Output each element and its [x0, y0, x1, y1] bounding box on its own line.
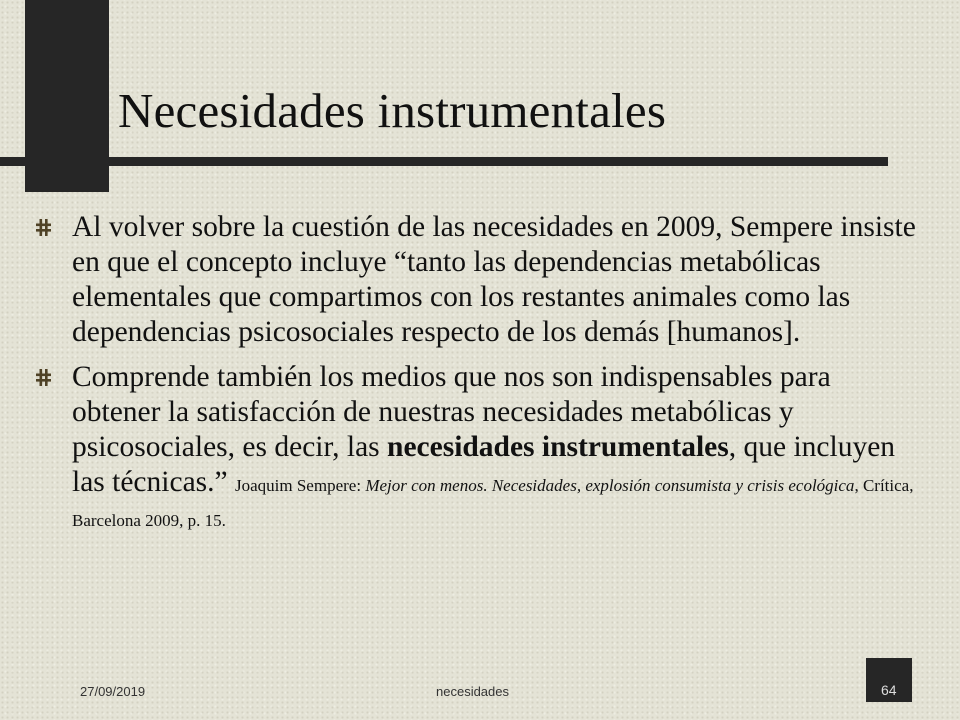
footer-center-text: necesidades [436, 684, 509, 699]
citation-details: , Crítica, Barcelona 2009, p. 15. [72, 476, 914, 530]
citation-book-title: Mejor con menos. Necesidades, explosión consumista y crisis ecológica [365, 476, 855, 495]
bullet-item-1 [36, 210, 916, 350]
bullet-item-2 [36, 360, 916, 535]
page-number: 64 [881, 682, 897, 698]
slide-body [36, 210, 916, 545]
bullet-emphasis: necesidades instrumentales [387, 431, 729, 463]
decorative-horizontal-bar [0, 157, 888, 166]
hash-bullet-icon [36, 219, 51, 236]
page-number-box [866, 658, 912, 702]
hash-bullet-icon [36, 369, 51, 386]
bullet-text-2-before: Comprende también los medios que nos son indispensables para obtener la satisfacción de nuestras necesidades metabólicas y psicosociales, es decir, las [72, 361, 831, 463]
bullet-text-1: Al volver sobre la cuestión de las necesidades en 2009, Sempere insiste en que el concepto incluye “tanto las dependencias metabólicas elementales que compartimos con los restantes animales como las dependencias psicosociales respecto de los demás [humanos]. [72, 211, 916, 348]
citation-author: Joaquim Sempere: [235, 476, 366, 495]
bullet-text-2-after: , que incluyen las técnicas.” [72, 431, 896, 498]
slide-title: Necesidades instrumentales [118, 83, 667, 138]
footer-date: 27/09/2019 [80, 684, 146, 699]
